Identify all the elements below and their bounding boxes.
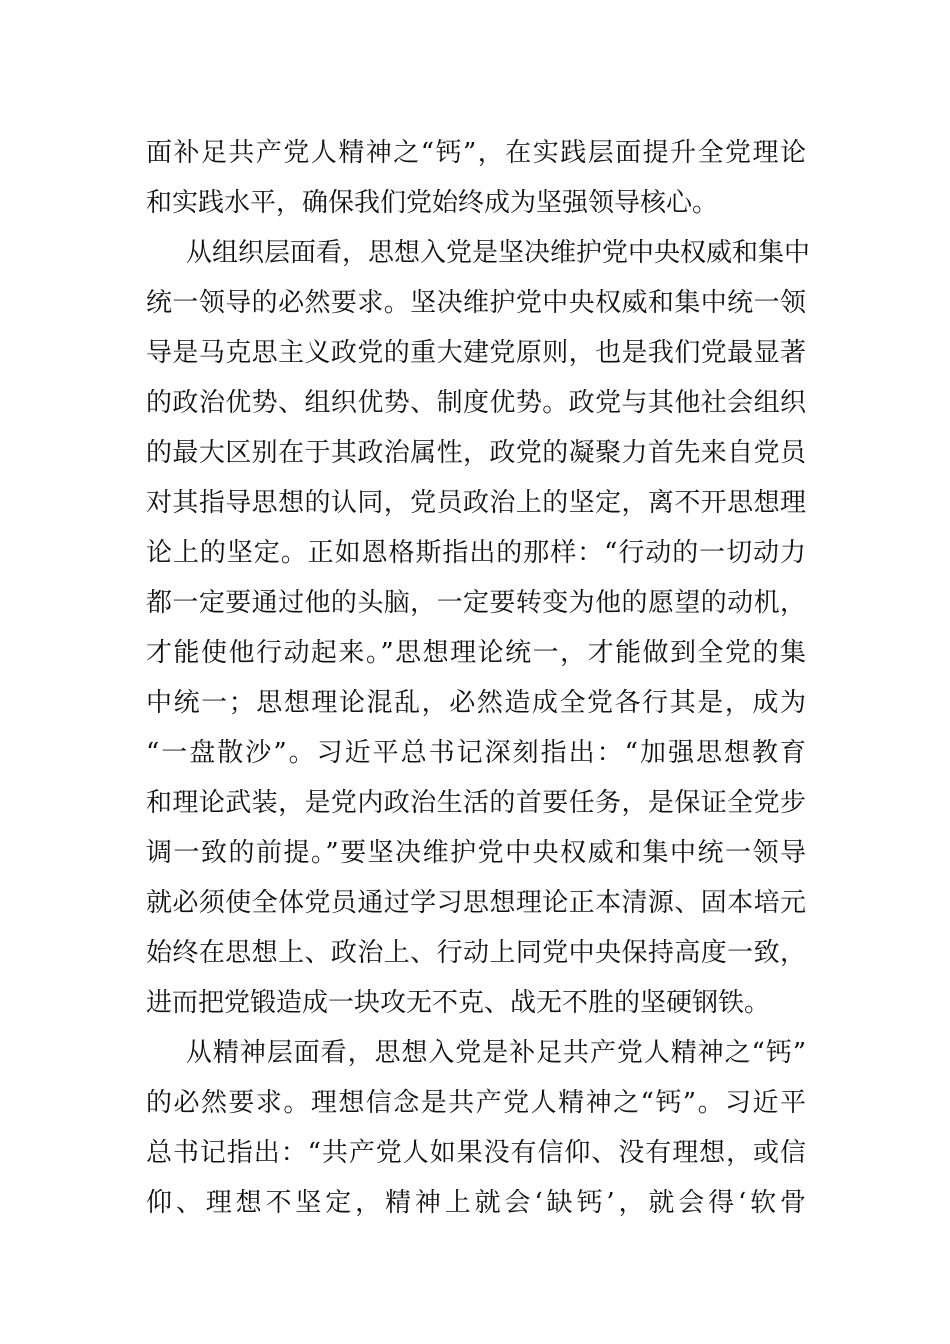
- text-line: 调一致的前提。”要坚决维护党中央权威和集中统一领导: [146, 838, 806, 868]
- text-line: 的最大区别在于其政治属性，政党的凝聚力首先来自党员: [146, 438, 806, 468]
- text-line: 统一领导的必然要求。坚决维护党中央权威和集中统一领: [146, 288, 806, 318]
- paragraph-first-line: 从精神层面看，思想入党是补足共产党人精神之“钙”: [186, 1038, 806, 1068]
- text-line: 的必然要求。理想信念是共产党人精神之“钙”。习近平: [146, 1088, 806, 1118]
- text-line: 始终在思想上、政治上、行动上同党中央保持高度一致，: [146, 938, 806, 968]
- text-line: “一盘散沙”。习近平总书记深刻指出：“加强思想教育: [146, 738, 806, 768]
- text-line: 和实践水平，确保我们党始终成为坚强领导核心。: [146, 188, 719, 218]
- paragraph-first-line: 从组织层面看，思想入党是坚决维护党中央权威和集中: [186, 238, 811, 268]
- text-line: 都一定要通过他的头脑，一定要转变为他的愿望的动机，: [146, 588, 806, 618]
- text-line: 面补足共产党人精神之“钙”，在实践层面提升全党理论: [146, 138, 806, 168]
- text-line: 的政治优势、组织优势、制度优势。政党与其他社会组织: [146, 388, 806, 418]
- text-line: 总书记指出：“共产党人如果没有信仰、没有理想，或信: [146, 1138, 806, 1168]
- text-line: 对其指导思想的认同，党员政治上的坚定，离不开思想理: [146, 488, 806, 518]
- text-line: 和理论武装，是党内政治生活的首要任务，是保证全党步: [146, 788, 806, 818]
- text-line: 中统一；思想理论混乱，必然造成全党各行其是，成为: [146, 688, 806, 718]
- text-line: 才能使他行动起来。”思想理论统一，才能做到全党的集: [146, 638, 806, 668]
- text-line: 就必须使全体党员通过学习思想理论正本清源、固本培元: [146, 888, 806, 918]
- text-line: 进而把党锻造成一块攻无不克、战无不胜的坚硬钢铁。: [146, 988, 771, 1018]
- text-line: 论上的坚定。正如恩格斯指出的那样：“行动的一切动力: [146, 538, 806, 568]
- text-line: 导是马克思主义政党的重大建党原则，也是我们党最显著: [146, 338, 806, 368]
- text-line: 仰、理想不坚定，精神上就会‘缺钙’，就会得‘软骨: [146, 1188, 806, 1218]
